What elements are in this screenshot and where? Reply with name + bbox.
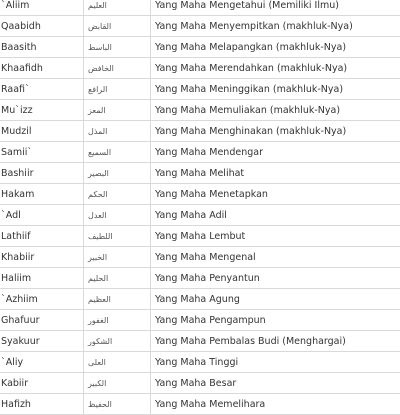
- table-row: [0, 352, 400, 373]
- table-row: [0, 100, 400, 121]
- table-row: [0, 289, 400, 310]
- table-row: [0, 58, 400, 79]
- meaning-cell: Yang Maha Meninggikan (makhluk-Nya): [151, 79, 400, 100]
- arabic-name-cell: الكبير: [84, 373, 151, 394]
- meaning-cell: Yang Maha Melihat: [151, 163, 400, 184]
- latin-name-cell: Kabiir: [0, 373, 84, 394]
- arabic-name-cell: الشكور: [84, 331, 151, 352]
- arabic-name-cell: الحفيظ: [84, 394, 151, 415]
- table-row: [0, 0, 400, 16]
- table-row: [0, 226, 400, 247]
- meaning-cell: Yang Maha Mendengar: [151, 142, 400, 163]
- meaning-cell: Yang Maha Tinggi: [151, 352, 400, 373]
- meaning-cell: Yang Maha Menetapkan: [151, 184, 400, 205]
- meaning-cell: Yang Maha Mengetahui (Memiliki Ilmu): [151, 0, 400, 16]
- table-row: [0, 37, 400, 58]
- latin-name-cell: Baasith: [0, 37, 84, 58]
- arabic-name-cell: المعز: [84, 100, 151, 121]
- meaning-cell: Yang Maha Agung: [151, 289, 400, 310]
- latin-name-cell: Lathiif: [0, 226, 84, 247]
- arabic-name-cell: العلى: [84, 352, 151, 373]
- meaning-cell: Yang Maha Pembalas Budi (Menghargai): [151, 331, 400, 352]
- meaning-cell: Yang Maha Menghinakan (makhluk-Nya): [151, 121, 400, 142]
- latin-name-cell: Syakuur: [0, 331, 84, 352]
- latin-name-cell: Khaafidh: [0, 58, 84, 79]
- meaning-cell: Yang Maha Merendahkan (makhluk-Nya): [151, 58, 400, 79]
- arabic-name-cell: البصير: [84, 163, 151, 184]
- meaning-cell: Yang Maha Besar: [151, 373, 400, 394]
- arabic-name-cell: العدل: [84, 205, 151, 226]
- latin-name-cell: `Azhiim: [0, 289, 84, 310]
- arabic-name-cell: الباسط: [84, 37, 151, 58]
- latin-name-cell: Hafizh: [0, 394, 84, 415]
- meaning-cell: Yang Maha Adil: [151, 205, 400, 226]
- latin-name-cell: `Adl: [0, 205, 84, 226]
- latin-name-cell: Ghafuur: [0, 310, 84, 331]
- arabic-name-cell: المذل: [84, 121, 151, 142]
- meaning-cell: Yang Maha Mengenal: [151, 247, 400, 268]
- meaning-cell: Yang Maha Lembut: [151, 226, 400, 247]
- table-row: [0, 79, 400, 100]
- table-row: [0, 373, 400, 394]
- meaning-cell: Yang Maha Memuliakan (makhluk-Nya): [151, 100, 400, 121]
- table-row: [0, 247, 400, 268]
- arabic-name-cell: الخافض: [84, 58, 151, 79]
- latin-name-cell: Mu`izz: [0, 100, 84, 121]
- meaning-cell: Yang Maha Memelihara: [151, 394, 400, 415]
- latin-name-cell: Khabiir: [0, 247, 84, 268]
- latin-name-cell: `Aliy: [0, 352, 84, 373]
- latin-name-cell: Qaabidh: [0, 16, 84, 37]
- meaning-cell: Yang Maha Pengampun: [151, 310, 400, 331]
- arabic-name-cell: الحكم: [84, 184, 151, 205]
- arabic-name-cell: السميع: [84, 142, 151, 163]
- arabic-name-cell: العظيم: [84, 289, 151, 310]
- arabic-name-cell: اللطيف: [84, 226, 151, 247]
- meaning-cell: Yang Maha Menyempitkan (makhluk-Nya): [151, 16, 400, 37]
- arabic-name-cell: الرافع: [84, 79, 151, 100]
- latin-name-cell: Hakam: [0, 184, 84, 205]
- table-row: [0, 121, 400, 142]
- arabic-name-cell: القابض: [84, 16, 151, 37]
- table-row: [0, 16, 400, 37]
- arabic-name-cell: الحليم: [84, 268, 151, 289]
- table-row: [0, 394, 400, 415]
- latin-name-cell: `Aliim: [0, 0, 84, 16]
- latin-name-cell: Bashiir: [0, 163, 84, 184]
- arabic-name-cell: الخبير: [84, 247, 151, 268]
- arabic-name-cell: الغفور: [84, 310, 151, 331]
- table-row: [0, 205, 400, 226]
- latin-name-cell: Mudzil: [0, 121, 84, 142]
- table-row: [0, 142, 400, 163]
- table-row: [0, 268, 400, 289]
- meaning-cell: Yang Maha Melapangkan (makhluk-Nya): [151, 37, 400, 58]
- meaning-cell: Yang Maha Penyantun: [151, 268, 400, 289]
- arabic-name-cell: العليم: [84, 0, 151, 16]
- latin-name-cell: Samii`: [0, 142, 84, 163]
- latin-name-cell: Haliim: [0, 268, 84, 289]
- table-row: [0, 331, 400, 352]
- table-row: [0, 163, 400, 184]
- table-row: [0, 184, 400, 205]
- latin-name-cell: Raafi`: [0, 79, 84, 100]
- table-row: [0, 310, 400, 331]
